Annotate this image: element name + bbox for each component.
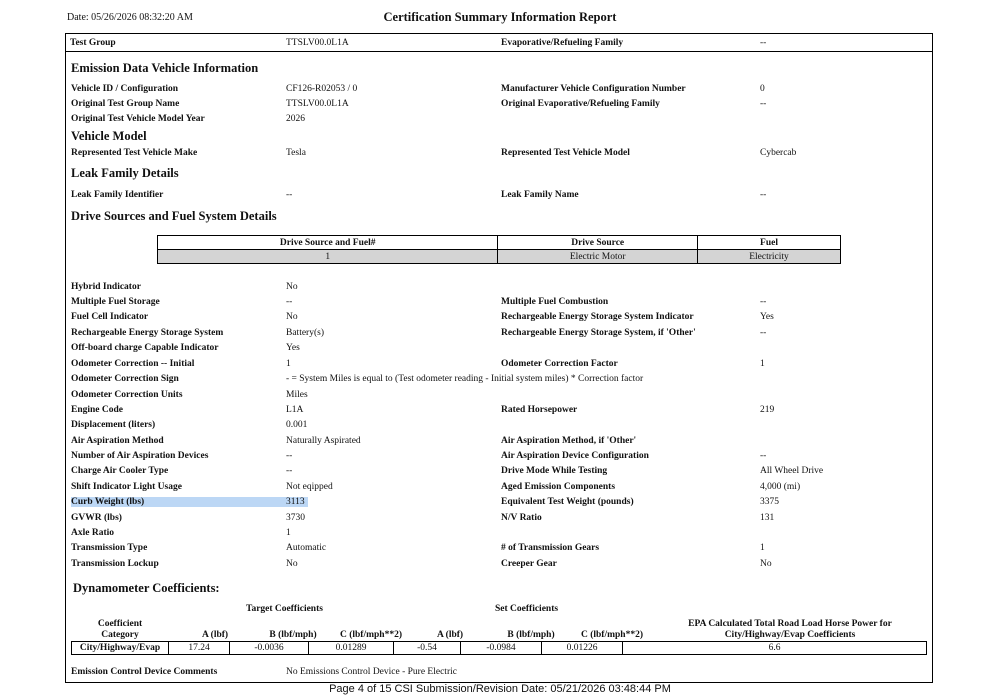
vehicle-id-label: Vehicle ID / Configuration: [71, 84, 179, 94]
odo-factor-value: 1: [760, 359, 765, 369]
dyno-set-c-cell: 0.01226: [542, 642, 623, 655]
dyno-category-cell: City/Highway/Evap: [72, 642, 169, 655]
transmission-gears-value: 1: [760, 543, 765, 553]
orig-evap-value: --: [760, 99, 767, 109]
dyno-title: Dynamometer Coefficients:: [73, 581, 220, 595]
curb-weight-label: Curb Weight (lbs): [71, 497, 286, 507]
dyno-target-a-cell: 17.24: [169, 642, 230, 655]
report-title: Certification Summary Information Report: [383, 10, 617, 24]
dyno-target-b-cell: -0.0036: [230, 642, 309, 655]
orig-evap-label: Original Evaporative/Refueling Family: [501, 99, 660, 109]
transmission-type-label: Transmission Type: [71, 543, 148, 553]
ds-cell-fuel: Electricity: [698, 250, 841, 264]
mult-storage-value: --: [286, 297, 293, 307]
displacement-label: Displacement (liters): [71, 420, 156, 430]
num-air-devices-label: Number of Air Aspiration Devices: [71, 451, 209, 461]
set-a-header: A (lbf): [436, 630, 464, 640]
offboard-charge-value: Yes: [286, 343, 300, 353]
air-aspiration-label: Air Aspiration Method: [71, 436, 164, 446]
vehicle-model-value: Cybercab: [760, 148, 797, 158]
engine-code-value: L1A: [286, 405, 304, 415]
test-group-value: TTSLV00.0L1A: [286, 38, 349, 48]
evap-family-label: Evaporative/Refueling Family: [501, 38, 624, 48]
vehicle-id-value: CF126-R02053 / 0: [286, 84, 358, 94]
emission-section-title: Emission Data Vehicle Information: [71, 61, 259, 75]
drive-mode-label: Drive Mode While Testing: [501, 466, 608, 476]
charge-cooler-label: Charge Air Cooler Type: [71, 466, 169, 476]
etw-label: Equivalent Test Weight (pounds): [501, 497, 634, 507]
odo-initial-value: 1: [286, 359, 291, 369]
dyno-set-a-cell: -0.54: [394, 642, 461, 655]
air-device-config-value: --: [760, 451, 767, 461]
gvwr-value: 3730: [286, 513, 305, 523]
emission-control-label: Emission Control Device Comments: [71, 667, 218, 677]
aged-components-label: Aged Emission Components: [501, 482, 616, 492]
leak-id-value: --: [286, 190, 293, 200]
transmission-lockup-label: Transmission Lockup: [71, 559, 159, 569]
target-coefficients-label: Target Coefficients: [246, 604, 323, 614]
evap-family-value: --: [760, 38, 767, 48]
aged-components-value: 4,000 (mi): [760, 482, 801, 492]
table-row: [72, 642, 927, 655]
nv-ratio-label: N/V Ratio: [501, 513, 542, 523]
mfr-config-value: 0: [760, 84, 765, 94]
odo-initial-label: Odometer Correction -- Initial: [71, 359, 195, 369]
drive-sources-title: Drive Sources and Fuel System Details: [71, 209, 277, 223]
set-c-header: C (lbf/mph**2): [580, 630, 644, 640]
drive-mode-value: All Wheel Drive: [760, 466, 824, 476]
test-group-label: Test Group: [70, 38, 116, 48]
axle-ratio-value: 1: [286, 528, 291, 538]
ds-header-source: Drive Source: [498, 236, 698, 250]
epa-header: EPA Calculated Total Road Load Horse Power for City/Highway/Evap Coefficients: [688, 619, 892, 640]
creeper-gear-label: Creeper Gear: [501, 559, 557, 569]
shift-indicator-value: Not eqipped: [286, 482, 333, 492]
charge-cooler-value: --: [286, 466, 293, 476]
divider: [65, 51, 933, 52]
orig-group-label: Original Test Group Name: [71, 99, 180, 109]
report-date: Date: 05/26/2026 08:32:20 AM: [67, 12, 193, 23]
transmission-lockup-value: No: [286, 559, 298, 569]
mult-combustion-label: Multiple Fuel Combustion: [501, 297, 609, 307]
dyno-table: [71, 641, 927, 655]
target-b-header: B (lbf/mph): [269, 630, 317, 640]
leak-name-value: --: [760, 190, 767, 200]
ds-header-number: Drive Source and Fuel#: [158, 236, 498, 250]
page-footer: Page 4 of 15 CSI Submission/Revision Date: 05/21/2026 03:48:44 PM: [329, 683, 671, 695]
engine-code-label: Engine Code: [71, 405, 123, 415]
odo-units-label: Odometer Correction Units: [71, 390, 183, 400]
etw-value: 3375: [760, 497, 779, 507]
ress-other-value: --: [760, 328, 767, 338]
ds-cell-number: 1: [158, 250, 498, 264]
leak-name-label: Leak Family Name: [501, 190, 579, 200]
shift-indicator-label: Shift Indicator Light Usage: [71, 482, 182, 492]
axle-ratio-label: Axle Ratio: [71, 528, 115, 538]
orig-group-value: TTSLV00.0L1A: [286, 99, 349, 109]
ress-label: Rechargeable Energy Storage System: [71, 328, 224, 338]
offboard-charge-label: Off-board charge Capable Indicator: [71, 343, 219, 353]
ress-indicator-label: Rechargeable Energy Storage System Indicator: [501, 312, 694, 322]
fuel-cell-label: Fuel Cell Indicator: [71, 312, 149, 322]
target-c-header: C (lbf/mph**2): [339, 630, 403, 640]
ds-header-fuel: Fuel: [698, 236, 841, 250]
set-b-header: B (lbf/mph): [507, 630, 555, 640]
emission-control-value: No Emissions Control Device - Pure Electric: [286, 667, 457, 677]
leak-id-label: Leak Family Identifier: [71, 190, 164, 200]
odo-units-value: Miles: [286, 390, 308, 400]
dyno-set-b-cell: -0.0984: [461, 642, 542, 655]
fuel-cell-value: No: [286, 312, 298, 322]
rated-hp-label: Rated Horsepower: [501, 405, 578, 415]
coef-category-header: Coefficient Category: [97, 619, 143, 640]
hybrid-value: No: [286, 282, 298, 292]
dyno-target-c-cell: 0.01289: [309, 642, 394, 655]
nv-ratio-value: 131: [760, 513, 775, 523]
dyno-epa-cell: 6.6: [623, 642, 927, 655]
mult-combustion-value: --: [760, 297, 767, 307]
mult-storage-label: Multiple Fuel Storage: [71, 297, 160, 307]
vehicle-make-label: Represented Test Vehicle Make: [71, 148, 198, 158]
creeper-gear-value: No: [760, 559, 772, 569]
vehicle-model-title: Vehicle Model: [71, 129, 147, 143]
leak-family-title: Leak Family Details: [71, 166, 179, 180]
ress-value: Battery(s): [286, 328, 324, 338]
air-aspiration-other-label: Air Aspiration Method, if 'Other': [501, 436, 637, 446]
transmission-gears-label: # of Transmission Gears: [501, 543, 600, 553]
drive-source-table: [157, 235, 841, 264]
target-a-header: A (lbf): [201, 630, 229, 640]
ress-indicator-value: Yes: [760, 312, 774, 322]
air-device-config-label: Air Aspiration Device Configuration: [501, 451, 649, 461]
rated-hp-value: 219: [760, 405, 775, 415]
gvwr-label: GVWR (lbs): [71, 513, 122, 523]
vehicle-model-label: Represented Test Vehicle Model: [501, 148, 630, 158]
model-year-label: Original Test Vehicle Model Year: [71, 114, 205, 124]
ds-cell-source: Electric Motor: [498, 250, 698, 264]
displacement-value: 0.001: [286, 420, 308, 430]
curb-weight-value: 3113: [286, 497, 308, 507]
odo-sign-value: - = System Miles is equal to (Test odometer reading - Initial system miles) * Correction factor: [286, 374, 644, 384]
mfr-config-label: Manufacturer Vehicle Configuration Number: [501, 84, 686, 94]
air-aspiration-value: Naturally Aspirated: [286, 436, 361, 446]
set-coefficients-label: Set Coefficients: [495, 604, 559, 614]
odo-factor-label: Odometer Correction Factor: [501, 359, 618, 369]
num-air-devices-value: --: [286, 451, 293, 461]
odo-sign-label: Odometer Correction Sign: [71, 374, 179, 384]
hybrid-label: Hybrid Indicator: [71, 282, 141, 292]
ress-other-label: Rechargeable Energy Storage System, if 'Other': [501, 328, 696, 338]
vehicle-make-value: Tesla: [286, 148, 306, 158]
transmission-type-value: Automatic: [286, 543, 327, 553]
model-year-value: 2026: [286, 114, 305, 124]
